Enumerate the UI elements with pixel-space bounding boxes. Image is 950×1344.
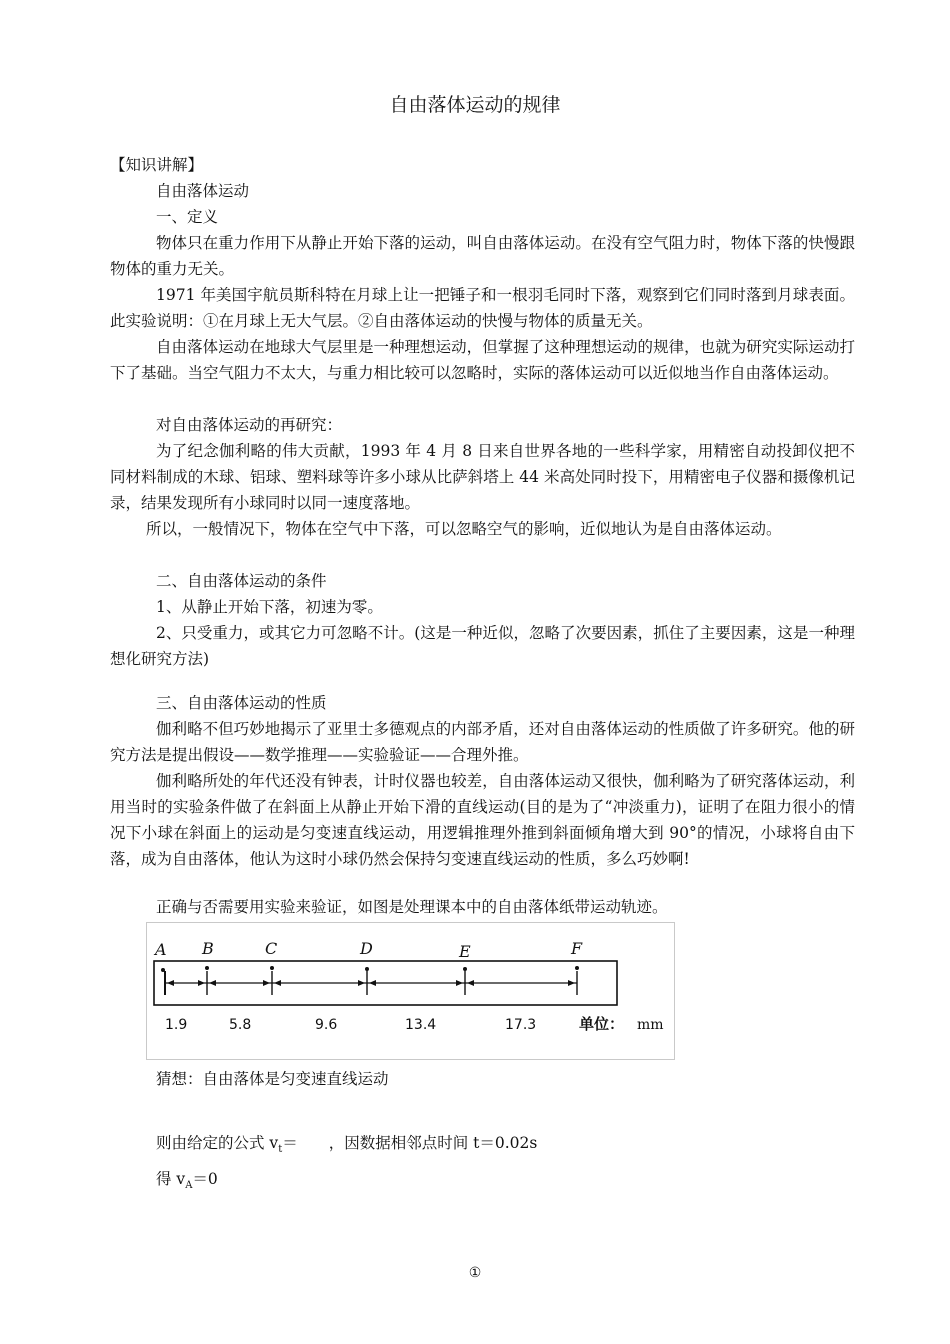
result-prefix: 得 v	[156, 1170, 186, 1188]
condition-item-2: 2、只受重力，或其它力可忽略不计。(这是一种近似，忽略了次要因素，抓住了主要因素，这是一种理想化研究方法)	[110, 624, 855, 668]
formula-subscript: t	[278, 1144, 283, 1155]
arrow-C-right	[274, 980, 281, 986]
arrow-E-left	[456, 980, 463, 986]
arrow-F-left	[568, 980, 575, 986]
formula-suffix: ＝ ，因数据相邻点时间 t＝0.02s	[282, 1134, 538, 1152]
arrow-A-right	[167, 980, 174, 986]
inclined-plane-paragraph: 伽利略所处的年代还没有钟表，计时仪器也较差，自由落体运动又很快，伽利略为了研究落体运动，利用当时的实验条件做了在斜面上从静止开始下滑的直线运动(目的是为了“冲淡重力)，证明了在阻力很小的情况下小球在斜面上的运动是匀变速直线运动，用逻辑推理外推到斜面倾角增大到 90°的情况，小球将自由下落，成为自由落体，他认为这时小球仍然会保持匀变速直线运动的性质，多么巧妙啊!	[110, 772, 855, 868]
result-suffix: ＝0	[192, 1170, 218, 1188]
definition-heading: 一、定义	[156, 208, 219, 226]
formula-prefix: 则由给定的公式 v	[156, 1134, 279, 1152]
galileo-tribute-paragraph: 为了纪念伽利略的伟大贡献，1993 年 4 月 8 日来自世界各地的一些科学家，用精密自动投卸仪把不同材料制成的木球、铝球、塑料球等许多小球从比萨斜塔上 44 米高处同时投下，用精密电子仪器和摄像机记录，结果发现所有小球同时以同一速度落地。	[110, 442, 855, 512]
point-label-D: D	[360, 939, 373, 958]
result-subscript: A	[185, 1180, 193, 1191]
result-line	[156, 1166, 218, 1199]
segment-label-DE: 13.4	[405, 1017, 437, 1033]
properties-heading: 三、自由落体运动的性质	[156, 694, 327, 712]
segment-label-CD: 9.6	[315, 1017, 338, 1033]
segment-label-EF: 17.3	[505, 1017, 537, 1033]
topic-heading: 自由落体运动	[156, 182, 250, 200]
arrow-D-right	[369, 980, 376, 986]
ticker-tape-figure	[146, 922, 675, 1060]
ideal-motion-paragraph: 自由落体运动在地球大气层里是一种理想运动，但掌握了这种理想运动的规律，也就为研究实际运动打下了基础。当空气阻力不太大，与重力相比较可以忽略时，实际的落体运动可以近似地当作自由落体运动。	[110, 338, 855, 382]
moon-experiment-paragraph: 1971 年美国宇航员斯科特在月球上让一把锤子和一根羽毛同时下落，观察到它们同时落到月球表面。 此实验说明：①在月球上无大气层。②自由落体运动的快慢与物体的质量无关。	[110, 286, 855, 330]
unit-label: 单位：	[579, 1015, 625, 1033]
point-label-F: F	[571, 939, 583, 958]
condition-item-1: 1、从静止开始下落，初速为零。	[156, 598, 383, 616]
segment-label-BC: 5.8	[229, 1017, 252, 1033]
galileo-method-paragraph: 伽利略不但巧妙地揭示了亚里士多德观点的内部矛盾，还对自由落体运动的性质做了许多研究。他的研究方法是提出假设——数学推理——实验验证——合理外推。	[110, 720, 855, 764]
formula-line	[156, 1130, 537, 1163]
page-number: ①	[468, 1265, 482, 1281]
page-title: 自由落体运动的规律	[389, 94, 561, 116]
arrow-B-right	[209, 980, 216, 986]
point-label-A: A	[155, 940, 167, 959]
dot-B	[205, 966, 209, 970]
dot-F	[575, 966, 579, 970]
dot-D	[365, 967, 369, 971]
tick-layer	[161, 966, 579, 995]
dot-A	[161, 968, 165, 972]
conclusion-paragraph: 所以，一般情况下，物体在空气中下落，可以忽略空气的影响，近似地认为是自由落体运动。	[146, 520, 782, 538]
guess-line: 猜想：自由落体是匀变速直线运动	[156, 1070, 389, 1088]
point-label-C: C	[265, 939, 278, 958]
arrow-B-left	[198, 980, 205, 986]
section-header: 【知识讲解】	[110, 156, 204, 174]
restudy-heading: 对自由落体运动的再研究：	[156, 416, 343, 434]
arrow-D-left	[358, 980, 365, 986]
arrow-E-right	[467, 980, 474, 986]
dot-C	[270, 966, 274, 970]
point-label-B: B	[202, 939, 214, 958]
unit-value: mm	[637, 1017, 664, 1033]
arrow-C-left	[263, 980, 270, 986]
definition-paragraph: 物体只在重力作用下从静止开始下落的运动，叫自由落体运动。在没有空气阻力时，物体下落的快慢跟物体的重力无关。	[110, 234, 855, 278]
conditions-heading: 二、自由落体运动的条件	[156, 572, 327, 590]
dot-E	[463, 967, 467, 971]
point-label-E: E	[459, 942, 471, 961]
ticker-tape-diagram	[147, 923, 674, 1059]
segment-label-AB: 1.9	[165, 1017, 188, 1033]
tape-intro-line: 正确与否需要用实验来验证，如图是处理课本中的自由落体纸带运动轨迹。	[156, 898, 668, 916]
